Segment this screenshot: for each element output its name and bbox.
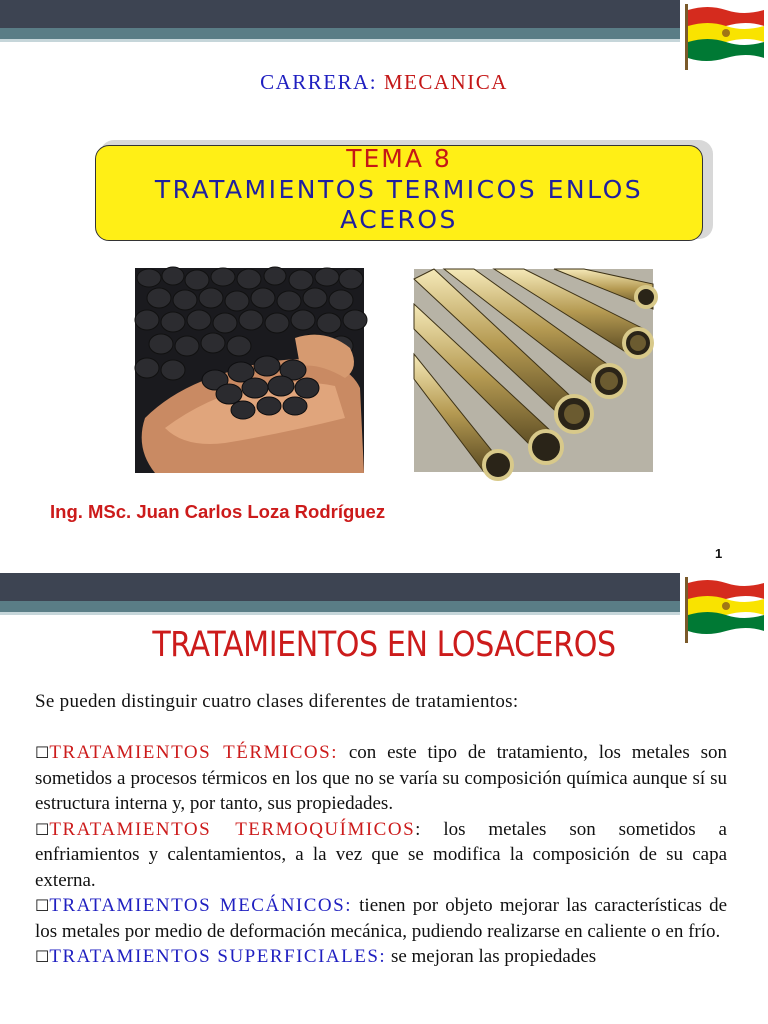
author-name: Ing. MSc. Juan Carlos Loza Rodríguez — [50, 501, 386, 522]
header-bar — [0, 573, 680, 601]
carrera-line — [0, 70, 768, 95]
item-keyword: TRATAMIENTOS SUPERFICIALES: — [49, 946, 387, 967]
tema-label: TEMA 8 — [346, 144, 452, 173]
item-keyword: TRATAMIENTOS MECÁNICOS: — [49, 895, 352, 916]
item-text: se mejoran las propiedades — [386, 946, 597, 967]
header-bar — [0, 0, 680, 28]
title-box — [95, 145, 703, 241]
carrera-value: MECANICA — [383, 70, 508, 94]
item-keyword: TRATAMIENTOS TÉRMICOS: — [49, 742, 338, 763]
header-stripe-light — [0, 612, 680, 615]
item-text: tienen por objeto mejorar las características de los metales por medio de deformación mecánica, pudiendo realizarse en caliente o en frío. — [35, 895, 727, 942]
header-stripe — [0, 28, 680, 39]
coal-hands-photo — [135, 268, 364, 473]
checkbox-bullet-icon: ☐ — [35, 947, 50, 966]
slide-2 — [0, 573, 768, 1024]
bolivia-flag-icon — [684, 4, 766, 70]
list-item — [35, 893, 727, 944]
item-text: : los metales son sometidos a enfriamientos y calentamientos, a la vez que se modifica la composición de su capa externa. — [35, 818, 727, 891]
list-item — [35, 944, 727, 970]
checkbox-bullet-icon: ☐ — [35, 743, 50, 762]
title-line-2: ACEROS — [340, 205, 458, 234]
treatments-list — [35, 740, 727, 970]
checkbox-bullet-icon: ☐ — [35, 896, 50, 915]
checkbox-bullet-icon: ☐ — [35, 819, 50, 839]
header-stripe — [0, 601, 680, 612]
list-item — [35, 740, 727, 817]
steel-pipes-photo — [414, 269, 653, 472]
title-line-1: TRATAMIENTOS TERMICOS ENLOS — [154, 175, 644, 204]
item-keyword: TRATAMIENTOS TERMOQUÍMICOS — [49, 818, 416, 840]
list-item — [35, 817, 727, 894]
slide-title: TRATAMIENTOS EN LOSACEROS — [152, 625, 616, 665]
item-text: con este tipo de tratamiento, los metales son sometidos a procesos térmicos en los que no se varía su composición química aunque sí su estructura interna y, por tanto, sus propiedades. — [35, 742, 727, 814]
header-stripe-light — [0, 39, 680, 42]
intro-text: Se pueden distinguir cuatro clases diferentes de tratamientos: — [35, 691, 519, 712]
carrera-label: CARRERA: — [260, 70, 378, 94]
page-number: 1 — [715, 546, 723, 561]
